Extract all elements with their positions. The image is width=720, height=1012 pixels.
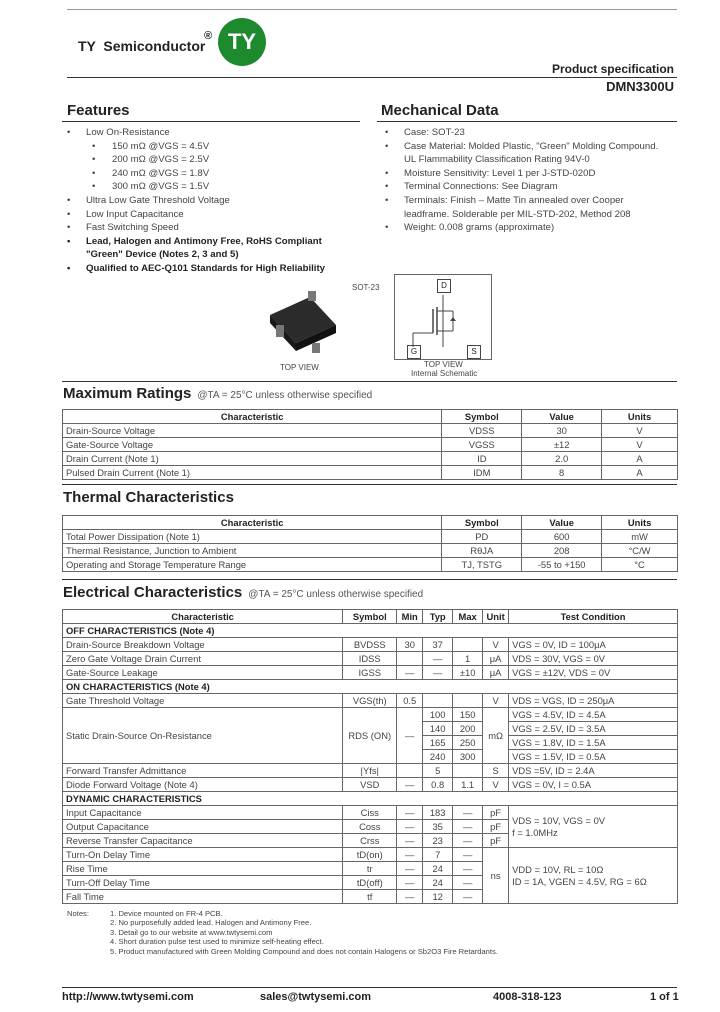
table-cell: RDS (ON) xyxy=(343,708,397,764)
table-row xyxy=(63,452,678,466)
table-cell xyxy=(453,694,483,708)
feature-item: • 200 mΩ @VGS = 2.5V xyxy=(64,153,360,167)
table-cell: — xyxy=(423,652,453,666)
electrical-table xyxy=(62,609,678,904)
note-item: 4. Short duration pulse test used to minimize self-heating effect. xyxy=(110,937,324,947)
column-header: Test Condition xyxy=(509,610,678,624)
column-header: Symbol xyxy=(343,610,397,624)
column-header: Units xyxy=(602,516,678,530)
table-cell: 150 xyxy=(453,708,483,722)
electrical-cond: @TA = 25°C unless otherwise specified xyxy=(248,589,424,600)
mechanical-heading: Mechanical Data xyxy=(381,102,499,119)
table-cell: 0.5 xyxy=(397,694,423,708)
table-cell: Reverse Transfer Capacitance xyxy=(63,834,343,848)
pin-d: D xyxy=(437,279,451,293)
table-row xyxy=(63,792,678,806)
column-header: Characteristic xyxy=(63,610,343,624)
table-cell xyxy=(397,764,423,778)
table-cell: ±12 xyxy=(522,438,602,452)
feature-item: • 240 mΩ @VGS = 1.8V xyxy=(64,167,360,181)
table-row xyxy=(63,848,678,862)
table-cell: VGS(th) xyxy=(343,694,397,708)
table-cell: — xyxy=(397,848,423,862)
table-cell: 200 xyxy=(453,722,483,736)
column-header: Symbol xyxy=(442,516,522,530)
table-row xyxy=(63,806,678,820)
table-row xyxy=(63,694,678,708)
table-cell: 100 xyxy=(423,708,453,722)
table-row xyxy=(63,624,678,638)
table-cell: Zero Gate Voltage Drain Current xyxy=(63,652,343,666)
feature-item: • Lead, Halogen and Antimony Free, RoHS Compliant "Green" Device (Notes 2, 3 and 5) xyxy=(64,235,360,262)
table-cell xyxy=(453,638,483,652)
table-cell: pF xyxy=(483,834,509,848)
table-row xyxy=(63,466,678,480)
footer-page: 1 of 1 xyxy=(650,991,679,1003)
table-cell: DYNAMIC CHARACTERISTICS xyxy=(63,792,678,806)
package-figure xyxy=(260,285,370,375)
table-cell: VGS = 0V, ID = 100μA xyxy=(509,638,678,652)
mechanical-list xyxy=(382,126,662,235)
mechanical-item: • Case: SOT-23 xyxy=(382,126,662,140)
thermal-table xyxy=(62,515,678,572)
sw-cond-line: VDD = 10V, RL = 10Ω xyxy=(512,863,604,875)
table-cell: Coss xyxy=(343,820,397,834)
thermal-heading: Thermal Characteristics xyxy=(63,489,234,506)
table-cell: Drain-Source Breakdown Voltage xyxy=(63,638,343,652)
footer-rule xyxy=(62,987,677,988)
max-ratings-top-rule xyxy=(62,381,677,382)
header-top-rule xyxy=(67,9,677,10)
table-cell: 7 xyxy=(423,848,453,862)
table-cell: ID xyxy=(442,452,522,466)
column-header: Units xyxy=(602,410,678,424)
table-cell: Total Power Dissipation (Note 1) xyxy=(63,530,442,544)
mechanical-rule xyxy=(377,121,677,122)
table-cell: Drain Current (Note 1) xyxy=(63,452,442,466)
table-cell: Gate-Source Voltage xyxy=(63,438,442,452)
table-cell: tD(on) xyxy=(343,848,397,862)
column-header: Value xyxy=(522,516,602,530)
table-cell: — xyxy=(453,876,483,890)
feature-item: • Low On-Resistance xyxy=(64,126,360,140)
table-cell: VGS = 1.8V, ID = 1.5A xyxy=(509,736,678,750)
table-cell: -55 to +150 xyxy=(522,558,602,572)
mechanical-item: • Terminal Connections: See Diagram xyxy=(382,180,662,194)
table-cell: — xyxy=(453,848,483,862)
table-cell: mW xyxy=(602,530,678,544)
table-cell: Fall Time xyxy=(63,890,343,904)
table-cell: 240 xyxy=(423,750,453,764)
table-cell: Output Capacitance xyxy=(63,820,343,834)
feature-item: • Qualified to AEC-Q101 Standards for High Reliability xyxy=(64,262,360,276)
table-cell: tr xyxy=(343,862,397,876)
table-cell: Rise Time xyxy=(63,862,343,876)
table-cell: ns xyxy=(483,848,509,904)
feature-item: • Fast Switching Speed xyxy=(64,221,360,235)
table-cell: 35 xyxy=(423,820,453,834)
table-cell: Crss xyxy=(343,834,397,848)
table-cell: PD xyxy=(442,530,522,544)
table-cell: RθJA xyxy=(442,544,522,558)
table-cell: OFF CHARACTERISTICS (Note 4) xyxy=(63,624,678,638)
sot23-package-icon xyxy=(260,285,370,375)
table-cell: VGS = 4.5V, ID = 4.5A xyxy=(509,708,678,722)
table-row xyxy=(63,778,678,792)
table-cell: 2.0 xyxy=(522,452,602,466)
table-row xyxy=(63,558,678,572)
table-cell: 300 xyxy=(453,750,483,764)
table-cell: — xyxy=(397,666,423,680)
table-cell: ±10 xyxy=(453,666,483,680)
table-cell: VGS = 1.5V, ID = 0.5A xyxy=(509,750,678,764)
header-rule xyxy=(67,77,677,78)
table-cell: VDSS xyxy=(442,424,522,438)
mechanical-item: • Terminals: Finish – Matte Tin annealed over Cooper leadframe. Solderable per MIL-STD-202, Method 208 xyxy=(382,194,662,221)
column-header: Symbol xyxy=(442,410,522,424)
table-cell: Thermal Resistance, Junction to Ambient xyxy=(63,544,442,558)
table-cell: 8 xyxy=(522,466,602,480)
table-cell: — xyxy=(397,876,423,890)
table-cell: — xyxy=(397,708,423,764)
table-cell: TJ, TSTG xyxy=(442,558,522,572)
company-name: TY Semiconductor xyxy=(78,38,206,54)
note-item: 1. Device mounted on FR-4 PCB. xyxy=(110,909,223,918)
features-rule xyxy=(62,121,360,122)
table-cell: pF xyxy=(483,820,509,834)
table-row xyxy=(63,544,678,558)
table-cell: — xyxy=(453,834,483,848)
table-cell: Turn-On Delay Time xyxy=(63,848,343,862)
table-cell: Operating and Storage Temperature Range xyxy=(63,558,442,572)
table-cell: 600 xyxy=(522,530,602,544)
column-header: Characteristic xyxy=(63,516,442,530)
table-cell: 5 xyxy=(423,764,453,778)
table-row xyxy=(63,764,678,778)
max-ratings-heading xyxy=(63,385,372,402)
table-cell: IGSS xyxy=(343,666,397,680)
table-cell: VGS = ±12V, VDS = 0V xyxy=(509,666,678,680)
table-cell: — xyxy=(397,778,423,792)
table-cell: 165 xyxy=(423,736,453,750)
pin-g: G xyxy=(407,345,421,359)
table-cell xyxy=(423,694,453,708)
ty-logo xyxy=(218,18,266,66)
table-row xyxy=(63,610,678,624)
column-header: Min xyxy=(397,610,423,624)
table-cell: — xyxy=(397,890,423,904)
sot23-label: SOT-23 xyxy=(352,283,380,292)
table-cell: 24 xyxy=(423,876,453,890)
internal-schematic xyxy=(394,274,492,360)
column-header: Typ xyxy=(423,610,453,624)
max-ratings-cond: @TA = 25°C unless otherwise specified xyxy=(197,390,373,401)
max-ratings-title: Maximum Ratings xyxy=(63,385,192,402)
table-cell: mΩ xyxy=(483,708,509,764)
mechanical-item: • Moisture Sensitivity: Level 1 per J-STD-020D xyxy=(382,167,662,181)
table-cell: VGS = 0V, I = 0.5A xyxy=(509,778,678,792)
table-row xyxy=(63,666,678,680)
table-cell: — xyxy=(453,862,483,876)
features-list xyxy=(64,126,360,276)
table-cell: Ciss xyxy=(343,806,397,820)
schematic-caption: Internal Schematic xyxy=(411,369,478,378)
table-cell: V xyxy=(483,778,509,792)
table-cell: — xyxy=(397,834,423,848)
table-cell: Static Drain-Source On-Resistance xyxy=(63,708,343,764)
notes-list xyxy=(110,909,670,956)
mechanical-item: • Case Material: Molded Plastic, "Green" Molding Compound. UL Flammability Classification Rating 94V-0 xyxy=(382,140,662,167)
table-cell: °C xyxy=(602,558,678,572)
table-row xyxy=(63,652,678,666)
table-cell: IDSS xyxy=(343,652,397,666)
table-cell: — xyxy=(397,862,423,876)
notes-label: Notes: xyxy=(67,909,89,918)
table-cell: 1 xyxy=(453,652,483,666)
table-cell: 1.1 xyxy=(453,778,483,792)
table-cell: A xyxy=(602,466,678,480)
logo-text: TY xyxy=(227,29,257,54)
table-cell: Forward Transfer Admittance xyxy=(63,764,343,778)
table-row xyxy=(63,638,678,652)
features-heading: Features xyxy=(67,102,130,119)
table-cell: V xyxy=(602,424,678,438)
electrical-title: Electrical Characteristics xyxy=(63,584,243,601)
table-cell: Gate-Source Leakage xyxy=(63,666,343,680)
max-ratings-table xyxy=(62,409,678,480)
feature-item: • 150 mΩ @VGS = 4.5V xyxy=(64,140,360,154)
table-cell: S xyxy=(483,764,509,778)
table-cell: Pulsed Drain Current (Note 1) xyxy=(63,466,442,480)
table-cell: — xyxy=(453,820,483,834)
table-cell: V xyxy=(483,638,509,652)
table-row xyxy=(63,424,678,438)
table-cell: VGS = 2.5V, ID = 3.5A xyxy=(509,722,678,736)
table-cell: VDS = VGS, ID = 250μA xyxy=(509,694,678,708)
switching-test-condition xyxy=(509,848,678,904)
column-header: Max xyxy=(453,610,483,624)
table-cell: 24 xyxy=(423,862,453,876)
table-cell: 30 xyxy=(397,638,423,652)
capacitance-test-condition xyxy=(509,806,678,848)
table-cell: — xyxy=(453,890,483,904)
footer-url[interactable]: http://www.twtysemi.com xyxy=(62,991,194,1003)
table-cell: VDS =5V, ID = 2.4A xyxy=(509,764,678,778)
table-cell: ON CHARACTERISTICS (Note 4) xyxy=(63,680,678,694)
table-cell: 12 xyxy=(423,890,453,904)
table-cell: V xyxy=(483,694,509,708)
table-cell: 183 xyxy=(423,806,453,820)
pin-s: S xyxy=(467,345,481,359)
table-cell: Drain-Source Voltage xyxy=(63,424,442,438)
table-cell: A xyxy=(602,452,678,466)
column-header: Characteristic xyxy=(63,410,442,424)
table-row xyxy=(63,530,678,544)
table-cell: pF xyxy=(483,806,509,820)
note-item: 3. Detail go to our website at www.twtysemi.com xyxy=(110,927,273,937)
table-cell: °C/W xyxy=(602,544,678,558)
table-cell: 208 xyxy=(522,544,602,558)
product-spec-label: Product specification xyxy=(551,62,674,76)
table-cell: 23 xyxy=(423,834,453,848)
table-row xyxy=(63,708,678,722)
table-cell: 30 xyxy=(522,424,602,438)
table-cell: VDS = 30V, VGS = 0V xyxy=(509,652,678,666)
table-row xyxy=(63,438,678,452)
table-cell: 140 xyxy=(423,722,453,736)
sw-cond-line: ID = 1A, VGEN = 4.5V, RG = 6Ω xyxy=(512,875,647,887)
table-cell: — xyxy=(423,666,453,680)
table-cell: VGSS xyxy=(442,438,522,452)
column-header: Value xyxy=(522,410,602,424)
table-header-row xyxy=(63,410,678,424)
table-header-row xyxy=(63,516,678,530)
note-item: 2. No purposefully added lead. Halogen and Antimony Free. xyxy=(110,918,312,928)
table-cell: 0.8 xyxy=(423,778,453,792)
table-cell xyxy=(397,652,423,666)
table-cell: IDM xyxy=(442,466,522,480)
feature-item: • Ultra Low Gate Threshold Voltage xyxy=(64,194,360,208)
mechanical-item: • Weight: 0.008 grams (approximate) xyxy=(382,221,662,235)
table-cell: — xyxy=(453,806,483,820)
electrical-top-rule xyxy=(62,579,677,580)
electrical-heading xyxy=(63,584,423,601)
schematic-top-view-label: TOP VIEW xyxy=(424,360,463,369)
table-cell: tf xyxy=(343,890,397,904)
package-top-view-label: TOP VIEW xyxy=(280,363,319,372)
table-cell: VSD xyxy=(343,778,397,792)
table-cell: — xyxy=(397,820,423,834)
column-header: Unit xyxy=(483,610,509,624)
table-cell: Input Capacitance xyxy=(63,806,343,820)
table-cell: Turn-Off Delay Time xyxy=(63,876,343,890)
table-cell: Gate Threshold Voltage xyxy=(63,694,343,708)
table-cell: μA xyxy=(483,652,509,666)
cap-cond-line: f = 1.0MHz xyxy=(512,826,558,838)
part-number: DMN3300U xyxy=(606,79,674,94)
footer-phone: 4008-318-123 xyxy=(493,991,562,1003)
cap-cond-line: VDS = 10V, VGS = 0V xyxy=(512,814,606,826)
footer-email[interactable]: sales@twtysemi.com xyxy=(260,991,371,1003)
note-item: 5. Product manufactured with Green Molding Compound and does not contain Halogens or Sb2O3 Fire Retardants. xyxy=(110,946,498,956)
thermal-top-rule xyxy=(62,484,677,485)
table-cell: 37 xyxy=(423,638,453,652)
table-cell: 250 xyxy=(453,736,483,750)
table-cell: tD(off) xyxy=(343,876,397,890)
table-cell: Diode Forward Voltage (Note 4) xyxy=(63,778,343,792)
table-cell: μA xyxy=(483,666,509,680)
table-cell: — xyxy=(397,806,423,820)
feature-item: • Low Input Capacitance xyxy=(64,208,360,222)
table-row xyxy=(63,680,678,694)
table-cell: |Yfs| xyxy=(343,764,397,778)
registered-mark: ® xyxy=(204,30,213,42)
table-cell xyxy=(453,764,483,778)
table-cell: V xyxy=(602,438,678,452)
table-cell: BVDSS xyxy=(343,638,397,652)
feature-item: • 300 mΩ @VGS = 1.5V xyxy=(64,180,360,194)
